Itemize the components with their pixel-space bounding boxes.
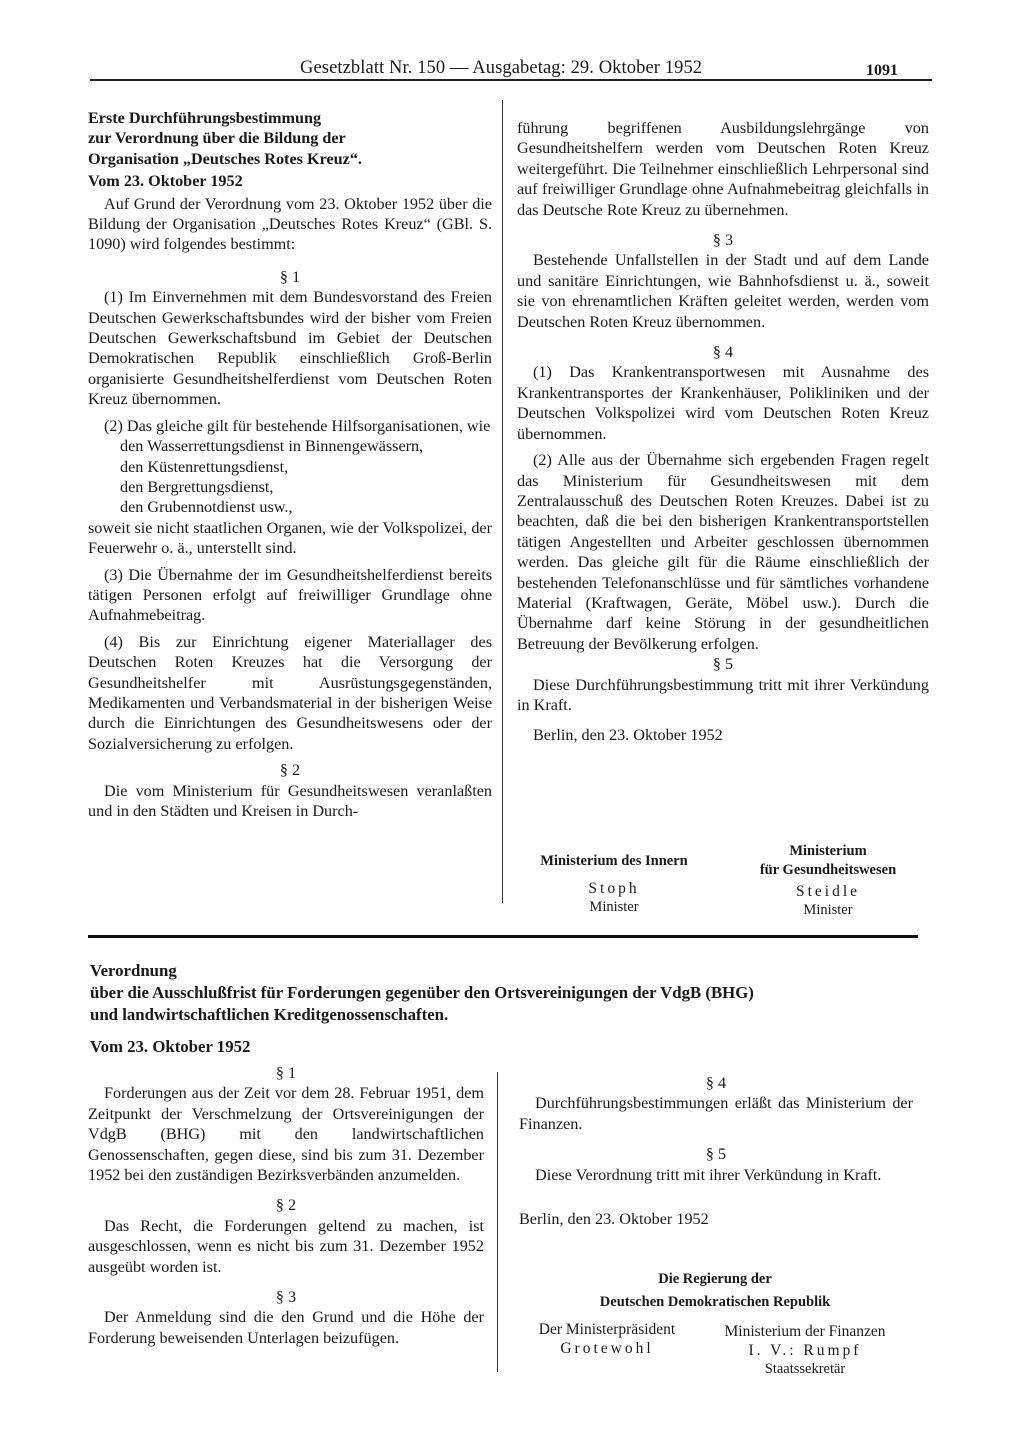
doc2-s4-heading: § 4 — [705, 1074, 727, 1092]
header-rule — [90, 79, 932, 81]
doc1-s1-p2-intro: (2) Das gleiche gilt für bestehende Hilfsorganisationen, wie — [104, 416, 491, 435]
doc2-s3-text: Der Anmeldung sind die den Grund und die Höhe der Forderung beweisenden Unterlagen beizufügen. — [88, 1308, 484, 1347]
doc2-government-block — [530, 1270, 900, 1312]
doc1-sig-right-office-line1: Ministerium — [789, 843, 867, 859]
doc1-signature-left — [516, 850, 712, 917]
doc1-s1-p4: (4) Bis zur Einrichtung eigener Materiallager des Deutschen Roten Kreuzes hat die Versorgung der Gesundheitshelfer mit Ausrüstungsgegenständen, Medikamenten und Verbandsmaterial in der bisherigen Weise durch die Einrichtungen des Gesundheitswesens oder der Sozialversicherung zu erfolgen. — [88, 632, 492, 753]
doc2-s2-text: Das Recht, die Forderungen geltend zu machen, ist ausgeschlossen, wenn es nicht bis zum 31. Dezember 1952 ausgeübt worden ist. — [88, 1216, 484, 1276]
doc1-sig-right-name: Steidle — [795, 883, 861, 900]
doc1-preamble: Auf Grund der Verordnung vom 23. Oktober 1952 über die Bildung der Organisation „Deutsches Rotes Kreuz“ (GBl. S. 1090) wird folgendes bestimmt: — [88, 194, 492, 254]
doc1-s1-heading: § 1 — [279, 267, 301, 286]
doc2-s5-heading: § 5 — [705, 1145, 727, 1164]
doc1-sig-right-office-line2: für Gesundheitswesen — [759, 862, 897, 878]
doc2-left-column — [88, 1063, 484, 1348]
doc1-title-line1: Erste Durchführungsbestimmung — [88, 109, 322, 127]
doc1-right-column — [517, 118, 929, 746]
doc1-place-date: Berlin, den 23. Oktober 1952 — [533, 726, 723, 745]
doc2-s2-heading: § 2 — [275, 1196, 297, 1215]
doc2-title-line2: über die Ausschlußfrist für Forderungen gegenüber den Ortsvereinigungen der VdgB (BHG) — [90, 983, 754, 1002]
doc1-title-line3: Organisation „Deutsches Rotes Kreuz“. — [88, 149, 362, 168]
doc2-sig-right-office: Ministerium der Finanzen — [724, 1323, 886, 1340]
doc1-sig-right-title: Minister — [803, 902, 853, 918]
doc1-s1-p2-item: den Küstenrettungsdienst, — [120, 457, 289, 476]
doc1-s1-p2-item: den Wasserrettungsdienst in Binnengewässern, — [120, 437, 424, 456]
doc2-s4-text: Durchführungsbestimmungen erläßt das Ministerium der Finanzen. — [519, 1094, 913, 1133]
doc1-s2-text-left: Die vom Ministerium für Gesundheitswesen veranlaßten und in den Städten und Kreisen in Durch- — [88, 781, 492, 820]
page-number: 1091 — [866, 62, 898, 79]
doc2-sig-right-title: Staatssekretär — [764, 1361, 846, 1377]
doc2-s3-heading: § 3 — [275, 1288, 297, 1307]
doc2-date-line: Vom 23. Oktober 1952 — [90, 1037, 251, 1056]
column-separator — [497, 1072, 498, 1372]
doc1-left-column — [88, 108, 492, 821]
doc2-s1-heading: § 1 — [275, 1064, 297, 1082]
doc1-s4-heading: § 4 — [712, 343, 734, 362]
doc1-sig-left-office: Ministerium des Innern — [540, 853, 688, 869]
doc1-s2-heading: § 2 — [279, 761, 301, 780]
doc2-s5-text: Diese Verordnung tritt mit ihrer Verkündung in Kraft. — [535, 1165, 882, 1184]
doc1-sig-left-title: Minister — [589, 899, 639, 915]
doc1-date-line: Vom 23. Oktober 1952 — [88, 172, 243, 191]
doc2-right-column — [519, 1073, 913, 1229]
doc2-sig-left-name: Grotewohl — [560, 1340, 654, 1357]
doc1-s1-p2-item: den Bergrettungsdienst, — [120, 477, 274, 496]
doc1-s4-p2: (2) Alle aus der Übernahme sich ergebenden Fragen regelt das Ministerium für Gesundheitswesen mit dem Zentralausschuß des Deutschen Roten Kreuzes. Dabei ist zu beachten, daß die bei den bisherigen Krankentransportstellen tätigen Angestellten und Arbeiter geschlossen übernommen werden. Das gleiche gilt für die Räume einschließlich der bestehenden Telefonanschlüsse und für sämtliches vorhandene Material (Kraftwagen, Geräte, Möbel usw.). Durch die Übernahme darf keine Störung in der gesundheitlichen Betreuung der Bevölkerung erfolgen. — [517, 451, 929, 653]
doc2-s1-text: Forderungen aus der Zeit vor dem 28. Februar 1951, dem Zeitpunkt der Verschmelzung der Ortsvereinigungen der VdgB (BHG) mit den landwirtschaftlichen Genossenschaften, gegen diese, sind bis zum 31. Dezember 1952 bei den zuständigen Bezirksverbänden anzumelden. — [88, 1084, 484, 1185]
doc1-title-line2: zur Verordnung über die Bildung der — [88, 129, 346, 148]
section-divider — [88, 935, 918, 938]
doc2-title-block — [90, 960, 900, 1058]
doc1-s1-p1: (1) Im Einvernehmen mit dem Bundesvorstand des Freien Deutschen Gewerkschaftsbundes wird der bisher vom Freien Deutschen Gewerkschaftsbund im Gebiet der Deutschen Demokratischen Republik einschließlich Groß-Berlin organisierte Gesundheitshelferdienst vom Deutschen Roten Kreuz übernommen. — [88, 288, 492, 409]
doc1-s2-text-right: führung begriffenen Ausbildungslehrgänge von Gesundheitshelfern werden vom Deutschen Roten Kreuz weitergeführt. Die Teilnehmer einschließlich Lehrpersonal sind auf freiwilliger Grundlage ohne Aufnahmebeitrag gleichfalls in das Deutsche Rote Kreuz zu übernehmen. — [517, 119, 929, 219]
doc1-signature-right — [724, 842, 932, 920]
doc1-s1-p3: (3) Die Übernahme der im Gesundheitshelferdienst bereits tätigen Personen erfolgt auf freiwilliger Grundlage ohne Aufnahmebeitrag. — [88, 565, 492, 625]
doc1-s5-heading: § 5 — [712, 655, 734, 674]
doc1-s3-heading: § 3 — [712, 231, 734, 250]
doc2-title-line3: und landwirtschaftlichen Kreditgenossenschaften. — [90, 1005, 449, 1024]
doc2-title-line1: Verordnung — [90, 961, 177, 980]
doc1-s1-p2-end: soweit sie nicht staatlichen Organen, wie der Volkspolizei, der Feuerwehr o. ä., unterstellt sind. — [88, 518, 492, 558]
doc1-s1-p2-item: den Grubennotdienst usw., — [120, 498, 293, 517]
column-separator — [502, 100, 503, 903]
doc2-signature-right — [700, 1322, 910, 1379]
doc2-signature-left — [512, 1320, 702, 1358]
doc1-sig-left-name: Stoph — [588, 880, 640, 897]
doc1-s3-text: Bestehende Unfallstellen in der Stadt und auf dem Lande und sanitäre Einrichtungen, wie Bahnhofsdienst u. ä., soweit sie von ehrenamtlichen Kräften geleitet werden, werden vom Deutschen Roten Kreuz übernommen. — [517, 251, 929, 331]
doc1-s4-p1: (1) Das Krankentransportwesen mit Ausnahme des Krankentransportes der Krankenhäuser, Polikliniken und der Deutschen Volkspolizei wird vom Deutschen Roten Kreuz übernommen. — [517, 363, 929, 443]
doc2-place-date: Berlin, den 23. Oktober 1952 — [519, 1210, 709, 1229]
doc2-gov-line2: Deutschen Demokratischen Republik — [599, 1294, 831, 1310]
doc1-s5-text: Diese Durchführungsbestimmung tritt mit ihrer Verkündung in Kraft. — [517, 675, 929, 714]
running-header: Gesetzblatt Nr. 150 — Ausgabetag: 29. Oktober 1952 — [300, 58, 703, 78]
doc2-sig-right-name: I. V.: Rumpf — [748, 1342, 862, 1359]
doc2-sig-left-title: Der Ministerpräsident — [538, 1321, 676, 1338]
doc2-gov-line1: Die Regierung der — [658, 1271, 772, 1287]
